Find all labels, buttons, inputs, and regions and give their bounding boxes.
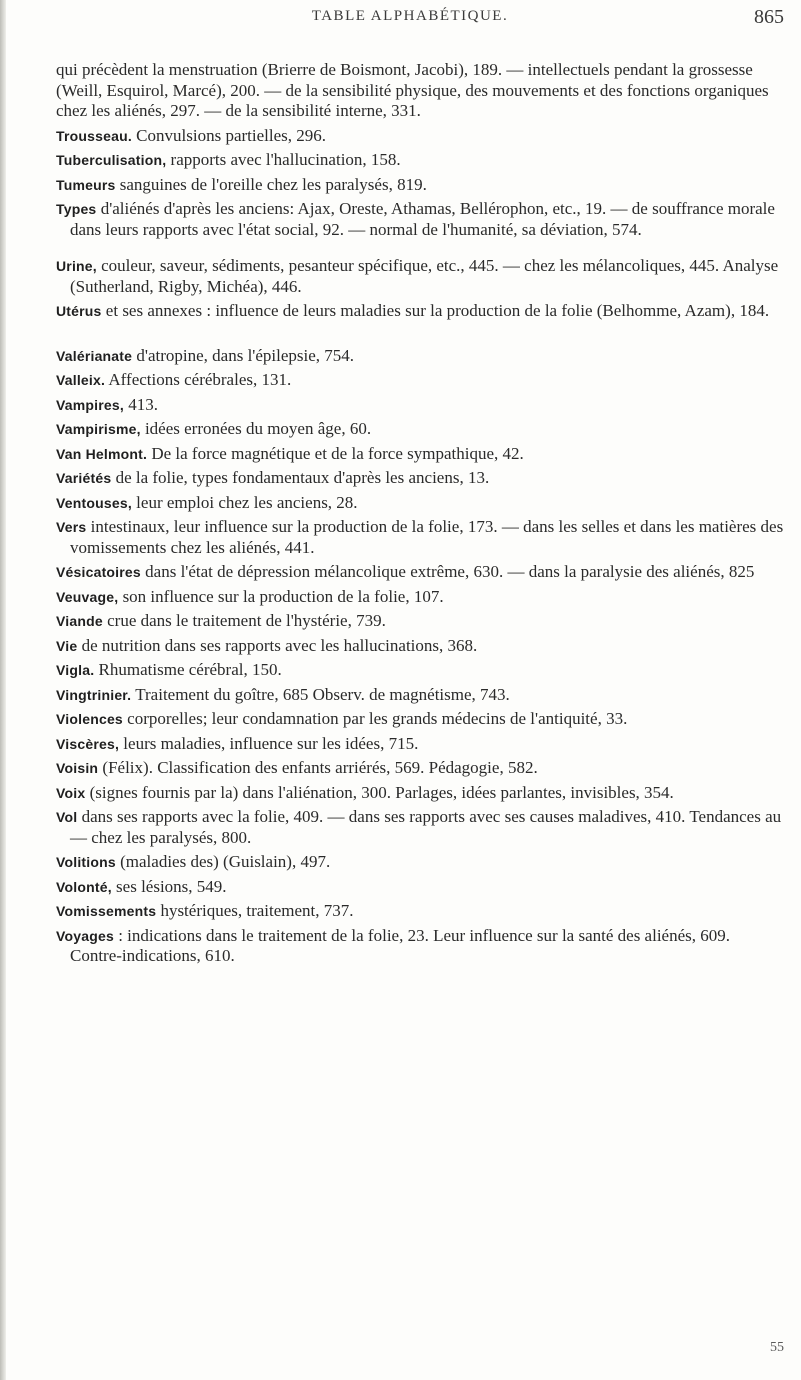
entry-text: crue dans le traitement de l'hystérie, 739. (102, 611, 386, 630)
entry-headword: Viscères, (56, 735, 120, 752)
index-entry (56, 468, 784, 489)
index-entry (56, 444, 784, 465)
index-entry (56, 517, 784, 558)
entry-headword: Variétés (56, 470, 112, 486)
entry-text: hystériques, traitement, 737. (156, 901, 354, 920)
entry-text: Traitement du goître, 685 Observ. de magnétisme, 743. (131, 684, 510, 704)
entry-text: Affections cérébrales, 131. (105, 370, 292, 389)
entry-headword: Trousseau. (56, 127, 132, 144)
entry-headword: Vingtrinier. (56, 686, 132, 703)
entry-text: Rhumatisme cérébral, 150. (94, 660, 282, 679)
entry-headword: Valérianate (56, 347, 133, 364)
index-entry (56, 493, 784, 514)
entry-text: leurs maladies, influence sur les idées, 715. (119, 733, 419, 753)
entry-text: d'atropine, dans l'épilepsie, 754. (132, 345, 355, 365)
entry-headword: Urine, (56, 258, 97, 274)
entry-headword: Volonté, (56, 878, 112, 895)
entry-text: sanguines de l'oreille chez les paralysés, 819. (115, 174, 427, 194)
index-entry (56, 734, 784, 755)
entry-text: et ses annexes : influence de leurs maladies sur la production de la folie (Belhomme, Azam), 184. (101, 301, 770, 320)
entry-headword: Tuberculisation, (56, 152, 167, 168)
entry-headword: Voisin (56, 760, 99, 776)
entry-text: Convulsions partielles, 296. (131, 125, 326, 145)
index-entry (56, 301, 784, 322)
entry-headword: Vampires, (56, 396, 124, 413)
index-entry (56, 660, 784, 681)
running-title: TABLE ALPHABÉTIQUE. (311, 8, 509, 24)
entry-headword: Vomissements (56, 903, 157, 919)
index-entry (56, 852, 784, 873)
index-entry (56, 126, 784, 147)
entry-text: idées erronées du moyen âge, 60. (140, 419, 372, 438)
entry-headword: Ventouses, (56, 494, 132, 511)
entry-text: leur emploi chez les anciens, 28. (131, 492, 358, 512)
entry-text: couleur, saveur, sédiments, pesanteur spécifique, etc., 445. — chez les mélancoliques, 445. Analyse (Sutherland, Rigby, Michéa), 446. (70, 256, 779, 296)
entry-headword: Viande (56, 613, 103, 629)
entry-text: son influence sur la production de la folie, 107. (118, 586, 444, 606)
entry-text: intestinaux, leur influence sur la production de la folie, 173. — dans les selles et dans les matières des vomissements chez les aliénés, 441. (70, 517, 784, 557)
index-entry (56, 709, 784, 730)
entry-headword: Voyages (56, 927, 114, 944)
entry-headword: Van Helmont. (56, 445, 148, 462)
signature-mark: 55 (770, 1340, 784, 1355)
entry-text: (Félix). Classification des enfants arriérés, 569. Pédagogie, 582. (98, 758, 538, 777)
index-entry (56, 587, 784, 608)
entry-text: de nutrition dans ses rapports avec les hallucinations, 368. (77, 635, 478, 655)
entry-headword: Vésicatoires (56, 564, 141, 580)
index-entry (56, 611, 784, 632)
page-number: 865 (754, 6, 784, 28)
entry-headword: Veuvage, (56, 588, 119, 605)
entry-headword: Voix (56, 784, 86, 801)
index-entries (56, 60, 784, 971)
index-entry (56, 150, 784, 171)
entry-headword: Vie (56, 637, 78, 654)
index-entry (56, 562, 784, 583)
entry-headword: Vers (56, 519, 87, 535)
index-entry (56, 807, 784, 848)
index-entry (56, 636, 784, 657)
entry-text: (maladies des) (Guislain), 497. (115, 852, 331, 871)
index-entry (56, 685, 784, 706)
entry-text: : indications dans le traitement de la folie, 23. Leur influence sur la santé des aliénés, 609. Contre-indications, 610. (70, 925, 731, 965)
entry-headword: Utérus (56, 303, 102, 319)
entry-text: 413. (123, 394, 158, 414)
index-entry (56, 901, 784, 922)
index-entry (56, 175, 784, 196)
entry-headword: Volitions (56, 854, 116, 870)
entry-headword: Types (56, 201, 97, 217)
index-entry (56, 419, 784, 440)
entry-headword: Tumeurs (56, 176, 116, 193)
entry-text: dans l'état de dépression mélancolique extrême, 630. — dans la paralysie des aliénés, 825 (140, 562, 755, 581)
entry-headword: Vol (56, 809, 78, 825)
entry-text: de la folie, types fondamentaux d'après les anciens, 13. (111, 468, 490, 487)
entry-text: rapports avec l'hallucination, 158. (166, 150, 401, 169)
index-entry (56, 256, 784, 297)
entry-text: De la force magnétique et de la force sympathique, 42. (147, 443, 524, 463)
entry-text: (signes fournis par la) dans l'aliénation, 300. Parlages, idées parlantes, invisibles, 354. (85, 782, 674, 802)
index-entry (56, 395, 784, 416)
index-entry (56, 758, 784, 779)
entry-text: corporelles; leur condamnation par les grands médecins de l'antiquité, 33. (122, 709, 628, 728)
entry-headword: Vampirisme, (56, 421, 141, 437)
index-entry (56, 877, 784, 898)
running-head (60, 4, 790, 32)
entry-text: ses lésions, 549. (111, 876, 227, 896)
entry-headword: Vigla. (56, 662, 95, 678)
entry-text: qui précèdent la menstruation (Brierre de Boismont, Jacobi), 189. — intellectuels pendant la grossesse (Weill, Esquirol, Marcé), 200. — de la sensibilité physique, des mouvements et des fonctions organiques chez les aliénés, 297. — de la sensibilité interne, 331. (56, 60, 769, 120)
index-entry (56, 783, 784, 804)
entry-text: dans ses rapports avec la folie, 409. — dans ses rapports avec ses causes maladives, 410. Tendances au — chez les paralysés, 800. (70, 807, 782, 847)
index-entry-continuation (56, 60, 784, 122)
entry-text: d'aliénés d'après les anciens: Ajax, Oreste, Athamas, Bellérophon, etc., 19. — de souffrance morale dans leurs rapports avec l'état social, 92. — normal de l'humanité, sa déviation, 574. (70, 199, 775, 239)
index-entry (56, 926, 784, 967)
page-binding-edge (0, 0, 6, 1380)
entry-headword: Valleix. (56, 372, 106, 388)
index-entry (56, 346, 784, 367)
entry-headword: Violences (56, 711, 123, 727)
index-entry (56, 199, 784, 240)
index-entry (56, 370, 784, 391)
